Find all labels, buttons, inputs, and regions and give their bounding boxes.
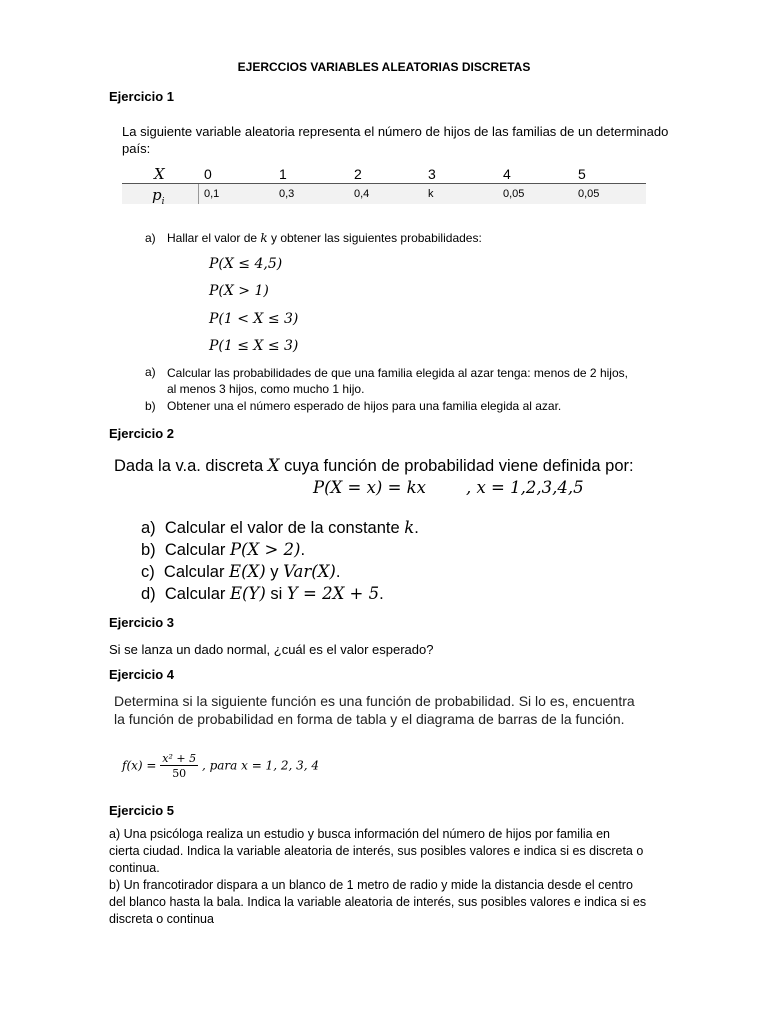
ej1-item-a2-line2: al menos 3 hijos, como mucho 1 hijo. (167, 382, 365, 396)
ej5-b-line: del blanco hasta la bala. Indica la variable aleatoria de interés, sus posibles valores e indica si es (109, 895, 647, 909)
ej1-probability-table (122, 163, 646, 205)
table-x-value: 1 (279, 166, 287, 182)
ej1-item-b-text: Obtener una el número esperado de hijos para una familia elegida al azar. (167, 399, 562, 413)
ej1-intro-line1: La siguiente variable aleatoria representa el número de hijos de las familias de un determinado (122, 124, 669, 139)
table-x-value: 2 (354, 166, 362, 182)
ej1-intro-line2: país: (122, 141, 151, 156)
table-x-value: 4 (503, 166, 511, 182)
ej1-prob-2: P(X > 1) (209, 283, 269, 299)
table-x-value: 0 (204, 166, 212, 182)
ej4-function-fraction: $\frac{\text{x² + 5}}{50}$ (162, 752, 197, 780)
ej5-heading: Ejercicio 5 (109, 803, 175, 818)
table-divider (122, 183, 646, 184)
ej2-item-b: b) Calcular P(X > 2). (141, 540, 306, 559)
ej4-function-domain: , para x = 1, 2, 3, 4 (201, 758, 319, 773)
ej5-b-line: b) Un francotirador dispara a un blanco de 1 metro de radio y mide la distancia desde el centro (109, 878, 633, 892)
ej1-prob-3: P(1 < X ≤ 3) (209, 311, 299, 327)
ej5-part-b (109, 877, 669, 928)
ej5-part-a (109, 826, 669, 877)
ej1-intro (122, 123, 682, 157)
ej2-formula-right: , x = 1,2,3,4,5 (466, 478, 584, 497)
ej5-a-line: cierta ciudad. Indica la variable aleatoria de interés, sus posibles valores e indica si es discreta o (109, 844, 644, 858)
ej2-item-a: a) Calcular el valor de la constante k. (141, 518, 419, 537)
ej1-item-a2-marker: a) (145, 365, 156, 379)
ej1-item-a2-line1: Calcular las probabilidades de que una familia elegida al azar tenga: menos de 2 hijos, (167, 366, 628, 380)
document-title: EJERCCIOS VARIABLES ALEATORIAS DISCRETAS (237, 60, 531, 74)
table-x-value: 3 (428, 166, 436, 182)
ej1-prob-1: P(X ≤ 4,5) (209, 256, 283, 272)
ej4-statement-line1: Determina si la siguiente función es una función de probabilidad. Si lo es, encuentra (114, 693, 635, 709)
table-column-divider (198, 184, 199, 204)
table-p-value: 0,05 (503, 188, 525, 200)
ej1-item-a2-text (167, 365, 628, 397)
ej3-heading: Ejercicio 3 (109, 615, 175, 630)
ej4-statement-line2: la función de probabilidad en forma de tabla y el diagrama de barras de la función. (114, 711, 625, 727)
table-p-value: 0,05 (578, 188, 600, 200)
table-p-value: k (428, 188, 434, 200)
table-p-value: 0,4 (354, 188, 370, 200)
ej2-item-c: c) Calcular E(X) y Var(X). (141, 562, 341, 581)
table-p-row-bg (122, 184, 646, 204)
table-p-value: 0,1 (204, 188, 220, 200)
ej5-a-line: continua. (109, 861, 160, 875)
ej2-heading: Ejercicio 2 (109, 426, 175, 441)
ej1-item-a-marker: a) (145, 231, 156, 245)
ej2-intro: Dada la v.a. discreta X cuya función de probabilidad viene definida por: (114, 456, 634, 475)
table-x-label: X (154, 165, 165, 183)
ej1-item-b-marker: b) (145, 399, 156, 413)
ej3-text: Si se lanza un dado normal, ¿cuál es el valor esperado? (109, 642, 434, 657)
ej2-item-d: d) Calcular E(Y) si Y = 2X + 5. (141, 584, 384, 603)
ej1-heading: Ejercicio 1 (109, 89, 175, 104)
ej4-statement (114, 692, 635, 728)
ej5-a-line: a) Una psicóloga realiza un estudio y busca información del número de hijos por familia en (109, 827, 610, 841)
ej4-function-lhs: f(x) = (122, 758, 157, 773)
ej1-item-a-text: Hallar el valor de k y obtener las siguientes probabilidades: (167, 231, 482, 245)
ej4-heading: Ejercicio 4 (109, 667, 175, 682)
ej4-function (122, 752, 319, 780)
table-p-value: 0,3 (279, 188, 295, 200)
ej5-b-line: discreta o continua (109, 912, 214, 926)
table-p-label: $p_i$ (152, 186, 165, 207)
table-x-value: 5 (578, 166, 586, 182)
ej2-formula-left: P(X = x) = kx (313, 478, 426, 497)
ej1-prob-4: P(1 ≤ X ≤ 3) (209, 338, 299, 354)
